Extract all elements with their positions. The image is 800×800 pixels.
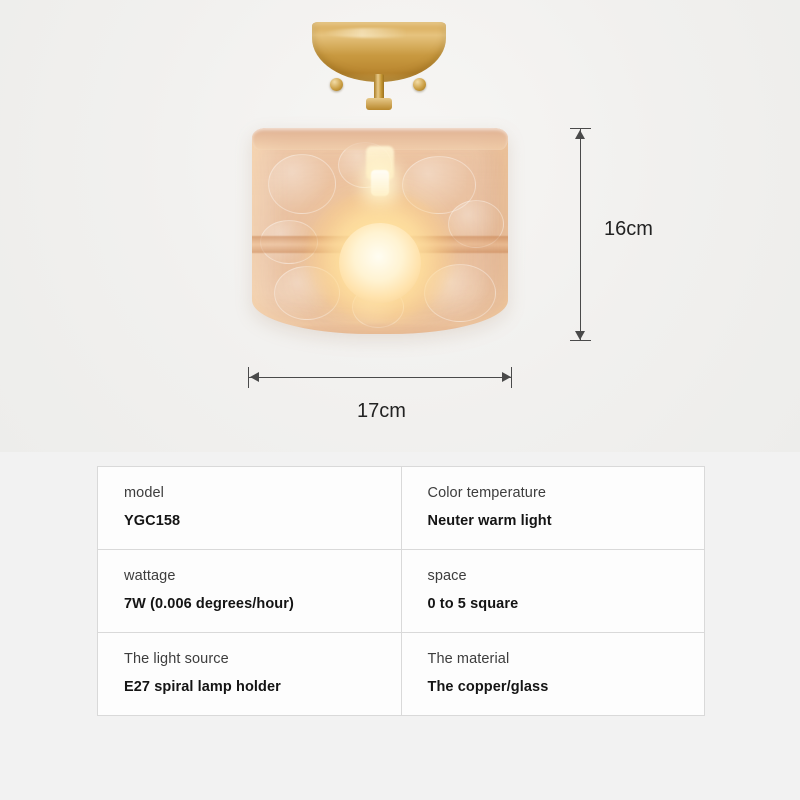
height-label: 16cm (604, 218, 653, 240)
spec-key: Color temperature (427, 485, 547, 501)
canopy-plate (312, 22, 446, 82)
glass-shade-body (252, 128, 508, 334)
shade-bottom-rim (258, 324, 502, 334)
table-row (98, 633, 705, 716)
glass-ripple (268, 154, 336, 214)
width-label: 17cm (357, 400, 406, 422)
height-arrow-bottom-icon (575, 331, 585, 340)
height-tick-bottom (570, 340, 591, 341)
canopy-nut (366, 98, 392, 110)
table-row (98, 550, 705, 633)
spec-key: space (427, 568, 467, 584)
canopy-screw-left (330, 78, 343, 91)
bulb-filament (371, 170, 389, 196)
specification-table (97, 466, 705, 716)
spec-value: Neuter warm light (427, 513, 552, 529)
spec-value: 7W (0.006 degrees/hour) (124, 596, 294, 612)
spec-cell-color-temperature (401, 467, 705, 550)
glowing-e27-bulb (339, 223, 421, 303)
spec-cell-material (401, 633, 705, 716)
spec-cell-light-source (98, 633, 402, 716)
height-arrow-top-icon (575, 130, 585, 139)
spec-value: 0 to 5 square (427, 596, 519, 612)
spec-value: YGC158 (124, 513, 181, 529)
height-line (580, 128, 581, 340)
spec-key: model (124, 485, 164, 501)
width-arrow-left-icon (250, 372, 259, 382)
spec-cell-model (98, 467, 402, 550)
spec-key: The material (427, 651, 510, 667)
canopy-screw-right (413, 78, 426, 91)
amber-rippled-glass-shade (252, 120, 508, 342)
table-row (98, 467, 705, 550)
spec-cell-wattage (98, 550, 402, 633)
spec-cell-space (401, 550, 705, 633)
spec-value: The copper/glass (427, 679, 549, 695)
spec-key: The light source (124, 651, 229, 667)
width-arrow-right-icon (502, 372, 511, 382)
width-line (248, 377, 512, 378)
brass-ceiling-canopy (312, 22, 446, 94)
spec-key: wattage (124, 568, 176, 584)
spec-value: E27 spiral lamp holder (124, 679, 281, 695)
